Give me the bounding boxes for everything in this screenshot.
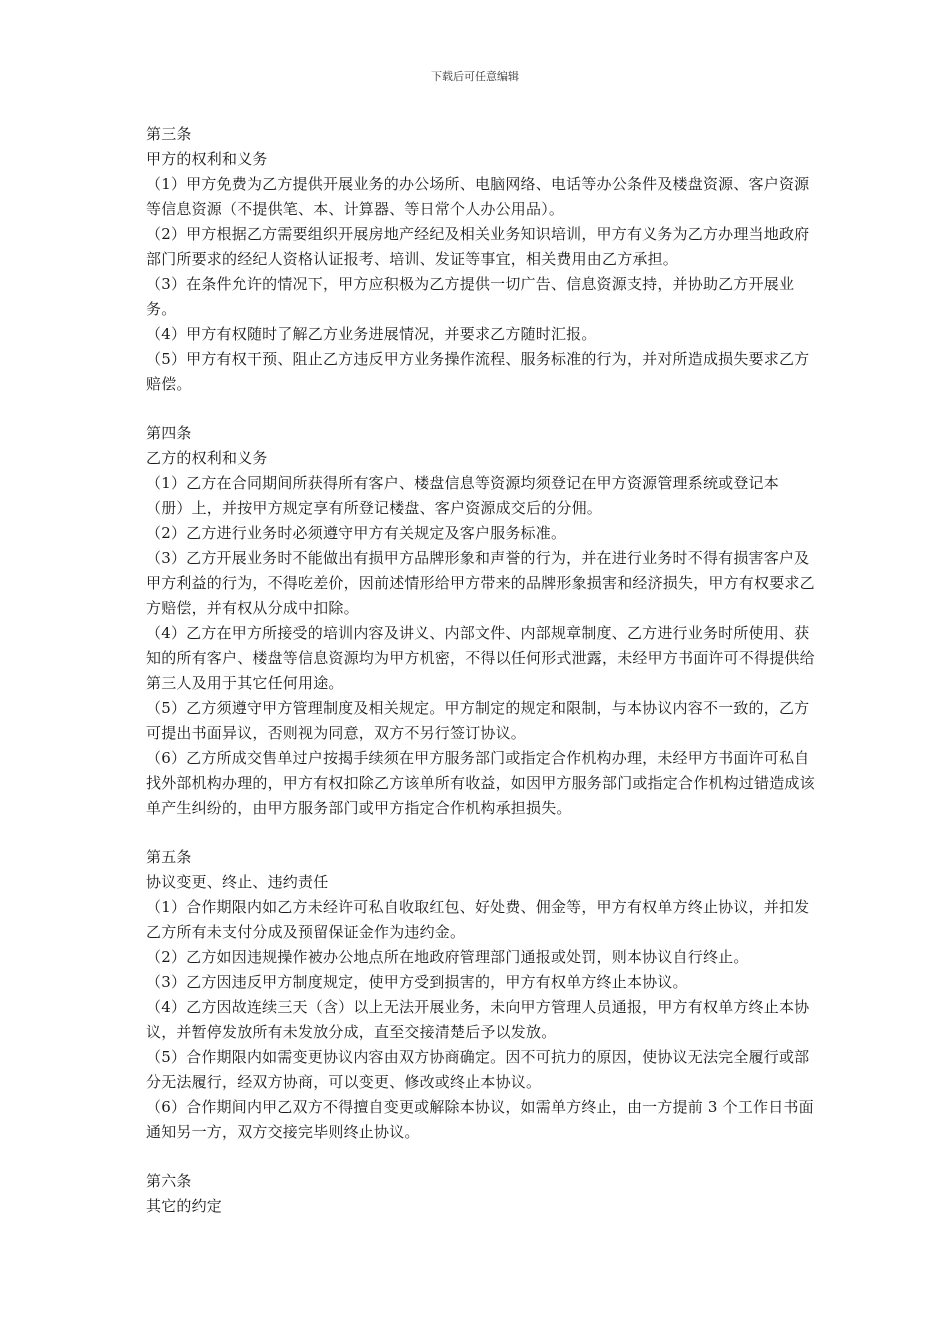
section-title: 其它的约定 [146,1197,223,1215]
page-header-note: 下载后可任意编辑 [431,70,519,83]
clause: （3）乙方因违反甲方制度规定，使甲方受到损害的，甲方有权单方终止本协议。 [146,973,688,991]
clause: （5）甲方有权干预、阻止乙方违反甲方业务操作流程、服务标准的行为，并对所造成损失要求乙方赔偿。 [146,350,810,393]
clause: （6）合作期间内甲乙双方不得擅自变更或解除本协议，如需单方终止，由一方提前 3 个工作日书面通知另一方，双方交接完毕则终止协议。 [146,1098,814,1141]
section-number: 第六条 [146,1172,192,1190]
document-body [146,122,816,1243]
clause: （5）合作期限内如需变更协议内容由双方协商确定。因不可抗力的原因，使协议无法完全履行或部分无法履行，经双方协商，可以变更、修改或终止本协议。 [146,1048,810,1091]
clause: （2）乙方如因违规操作被办公地点所在地政府管理部门通报或处罚，则本协议自行终止。 [146,948,749,966]
section-title: 协议变更、终止、违约责任 [146,873,329,891]
clause: （4）乙方因故连续三天（含）以上无法开展业务，未向甲方管理人员通报，甲方有权单方终止本协议，并暂停发放所有未发放分成，直至交接清楚后予以发放。 [146,998,810,1041]
section-number: 第三条 [146,125,192,143]
clause: （3）在条件允许的情况下，甲方应积极为乙方提供一切广告、信息资源支持，并协助乙方开展业务。 [146,275,795,318]
clause: （2）甲方根据乙方需要组织开展房地产经纪及相关业务知识培训，甲方有义务为乙方办理当地政府部门所要求的经纪人资格认证报考、培训、发证等事宜，相关费用由乙方承担。 [146,225,810,268]
section-article-4 [146,421,816,821]
section-number: 第五条 [146,848,192,866]
section-title: 乙方的权利和义务 [146,449,268,467]
clause: （1）乙方在合同期间所获得所有客户、楼盘信息等资源均须登记在甲方资源管理系统或登记本（册）上，并按甲方规定享有所登记楼盘、客户资源成交后的分佣。 [146,474,779,517]
section-article-5 [146,845,816,1145]
section-title: 甲方的权利和义务 [146,150,268,168]
clause: （2）乙方进行业务时必须遵守甲方有关规定及客户服务标准。 [146,524,567,542]
clause: （1）甲方免费为乙方提供开展业务的办公场所、电脑网络、电话等办公条件及楼盘资源、客户资源等信息资源（不提供笔、本、计算器、等日常个人办公用品）。 [146,175,810,218]
clause: （3）乙方开展业务时不能做出有损甲方品牌形象和声誉的行为，并在进行业务时不得有损害客户及甲方利益的行为，不得吃差价，因前述情形给甲方带来的品牌形象损害和经济损失，甲方有权要求乙方赔偿，并有权从分成中扣除。 [146,549,815,617]
clause: （4）乙方在甲方所接受的培训内容及讲义、内部文件、内部规章制度、乙方进行业务时所使用、获知的所有客户、楼盘等信息资源均为甲方机密，不得以任何形式泄露，未经甲方书面许可不得提供给第三人及用于其它任何用途。 [146,624,815,692]
clause: （4）甲方有权随时了解乙方业务进展情况，并要求乙方随时汇报。 [146,325,597,343]
section-number: 第四条 [146,424,192,442]
clause: （1）合作期限内如乙方未经许可私自收取红包、好处费、佣金等，甲方有权单方终止协议，并扣发乙方所有未支付分成及预留保证金作为违约金。 [146,898,810,941]
section-article-3 [146,122,816,397]
clause: （5）乙方须遵守甲方管理制度及相关规定。甲方制定的规定和限制，与本协议内容不一致的，乙方可提出书面异议，否则视为同意，双方不另行签订协议。 [146,699,810,742]
clause: （6）乙方所成交售单过户按揭手续须在甲方服务部门或指定合作机构办理，未经甲方书面许可私自找外部机构办理的，甲方有权扣除乙方该单所有收益，如因甲方服务部门或指定合作机构过错造成该单产生纠纷的，由甲方服务部门或甲方指定合作机构承担损失。 [146,749,815,817]
section-article-6 [146,1169,816,1219]
